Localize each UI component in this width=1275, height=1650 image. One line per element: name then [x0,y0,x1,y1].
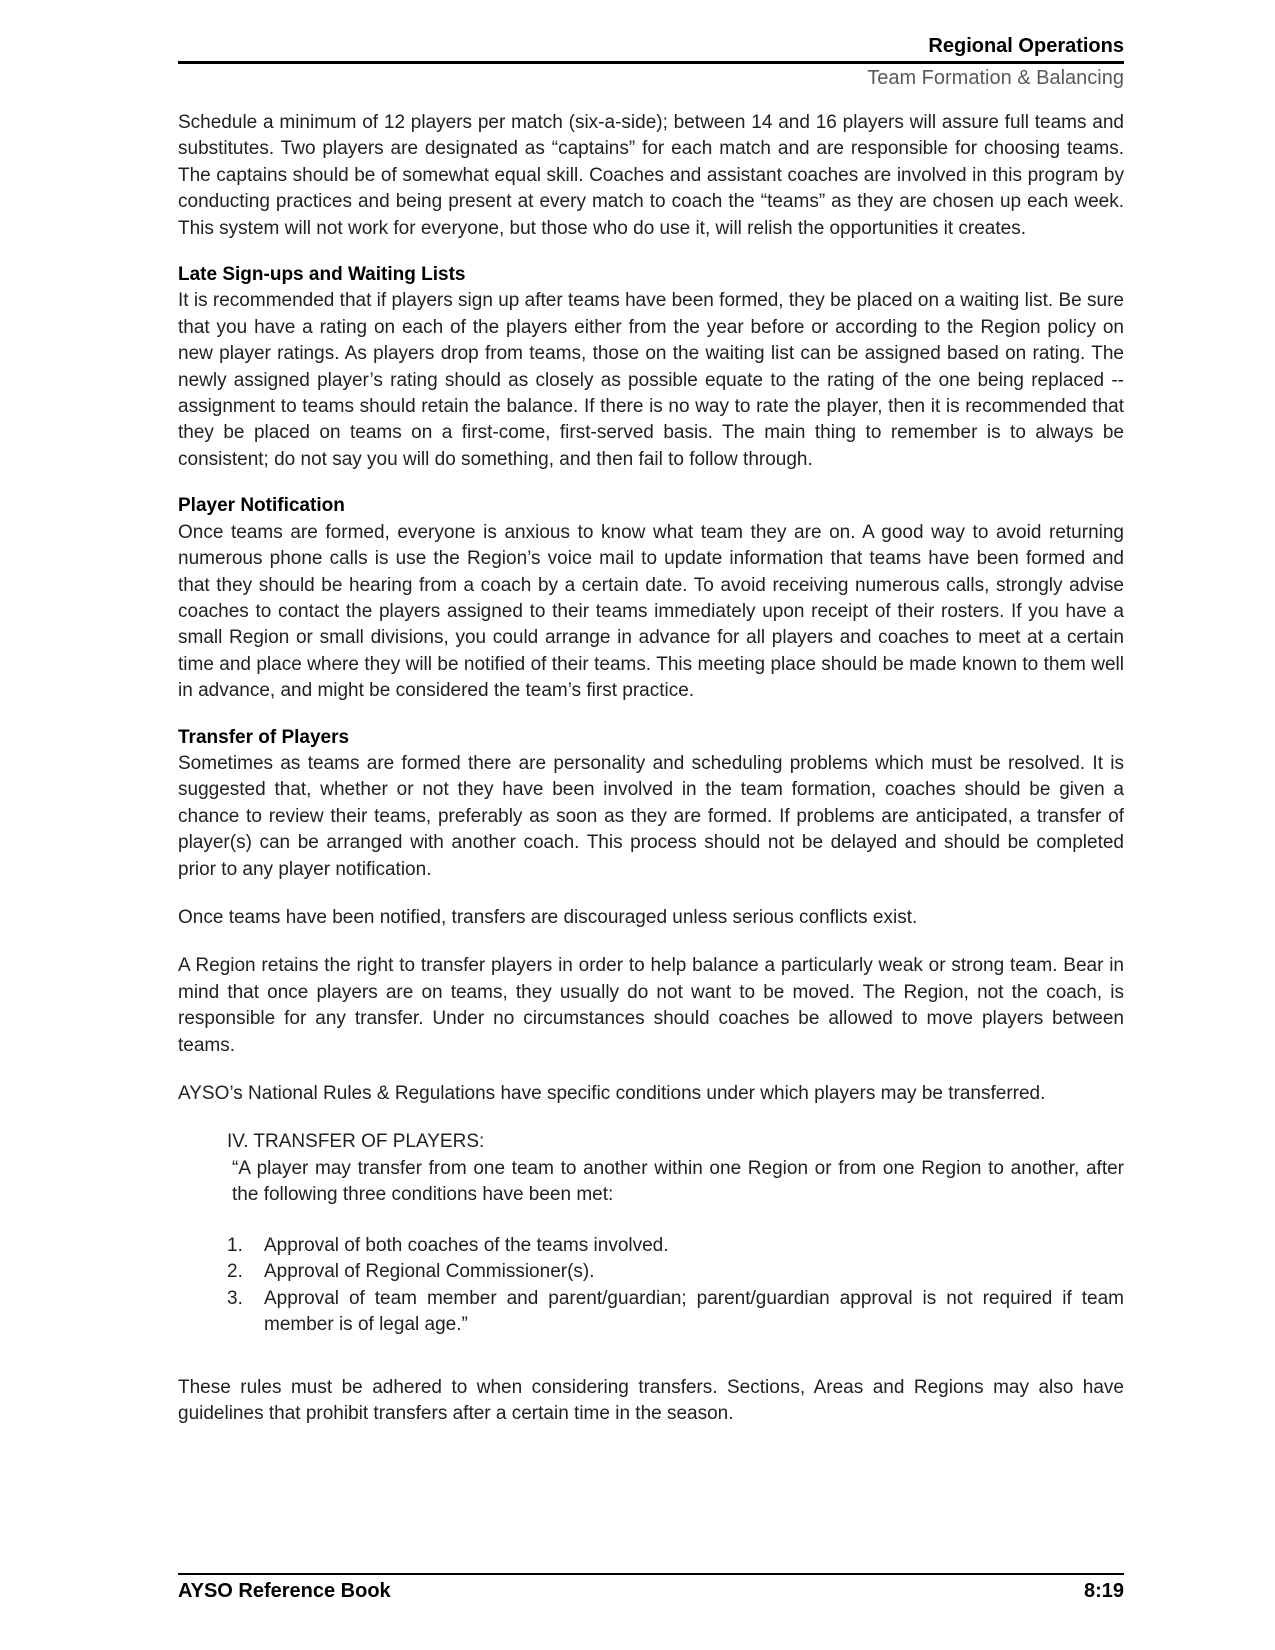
page-header [178,34,1124,90]
list-item-text: Approval of both coaches of the teams involved. [264,1234,669,1256]
footer-book-title: AYSO Reference Book [178,1580,391,1602]
list-item-number: 3. [227,1287,243,1309]
intro-paragraph: Schedule a minimum of 12 players per match (six-a-side); between 14 and 16 players will assure full teams and substitutes. Two players are designated as “captains” for each match and are responsible for choosing teams. The captains should be of somewhat equal skill. Coaches and assistant coaches are involved in this program by conducting practices and being present at every match to coach the “teams” as they are chosen up each week. This system will not work for everyone, but those who do use it, will relish the opportunities it creates. [178,112,1124,239]
rules-excerpt-intro: “A player may transfer from one team to another within one Region or from one Region to another, after the following three conditions have been met: [232,1157,1124,1206]
list-item-text: Approval of team member and parent/guardian; parent/guardian approval is not required if team member is of legal age.” [264,1287,1124,1336]
list-item-number: 2. [227,1261,243,1283]
list-item-number: 1. [227,1234,243,1256]
footer-page-number: 8:19 [1083,1580,1124,1602]
rules-excerpt-title: IV. TRANSFER OF PLAYERS: [227,1131,485,1153]
rules-excerpt [227,1129,1124,1208]
list-item [227,1259,1124,1286]
page-footer [178,1573,1124,1603]
late-signups-paragraph: It is recommended that if players sign up after teams have been formed, they be placed on a waiting list. Be sure that you have a rating on each of the players either from the year before or according to the Region policy on new player ratings. As players drop from teams, those on the waiting list can be assigned based on rating. The newly assigned player’s rating should as closely as possible equate to the rating of the one being replaced -- assignment to teams should retain the balance. If there is no way to rate the player, then it is recommended that they be placed on teams on a first-come, first-served basis. The main thing to remember is to always be consistent; do not say you will do something, and then fail to follow through. [178,290,1124,470]
transfer-paragraph-1: Sometimes as teams are formed there are personality and scheduling problems which must be resolved. It is suggested that, whether or not they have been involved in the team formation, coaches should be given a chance to review their teams, preferably as soon as they are formed. If problems are anticipated, a transfer of player(s) can be arranged with another coach. This process should not be delayed and should be completed prior to any player notification. [178,752,1124,880]
list-item [227,1233,1124,1260]
section-heading-late-signups: Late Sign-ups and Waiting Lists [178,264,466,286]
player-notification-paragraph: Once teams are formed, everyone is anxious to know what team they are on. A good way to avoid returning numerous phone calls is use the Region’s voice mail to update information that teams have been formed and that they should be hearing from a coach by a certain date. To avoid receiving numerous calls, strongly advise coaches to contact the players assigned to their teams immediately upon receipt of their rosters. If you have a small Region or small divisions, you could arrange in advance for all players and coaches to meet at a certain time and place where they will be notified of their teams. This meeting place should be made known to them well in advance, and might be considered the team’s first practice. [178,521,1124,702]
header-rule [178,61,1124,64]
transfer-paragraph-4: AYSO’s National Rules & Regulations have specific conditions under which players may be transferred. [178,1083,1046,1104]
section-heading-player-notification: Player Notification [178,495,345,517]
transfer-paragraph-2: Once teams have been notified, transfers are discouraged unless serious conflicts exist. [178,906,918,928]
header-subtitle: Team Formation & Balancing [867,67,1124,89]
list-item-text: Approval of Regional Commissioner(s). [264,1261,595,1283]
footer-rule [178,1573,1124,1575]
section-heading-transfer-of-players: Transfer of Players [178,726,350,748]
transfer-conditions-list [227,1233,1124,1339]
closing-paragraph: These rules must be adhered to when considering transfers. Sections, Areas and Regions may also have guidelines that prohibit transfers after a certain time in the season. [178,1377,1124,1425]
transfer-paragraph-3: A Region retains the right to transfer players in order to help balance a particularly weak or strong team. Bear in mind that once players are on teams, they usually do not want to be moved. The Region, not the coach, is responsible for any transfer. Under no circumstances should coaches be allowed to move players between teams. [178,955,1124,1056]
list-item [227,1286,1124,1339]
header-title: Regional Operations [928,35,1124,57]
document-body [178,110,1124,1428]
